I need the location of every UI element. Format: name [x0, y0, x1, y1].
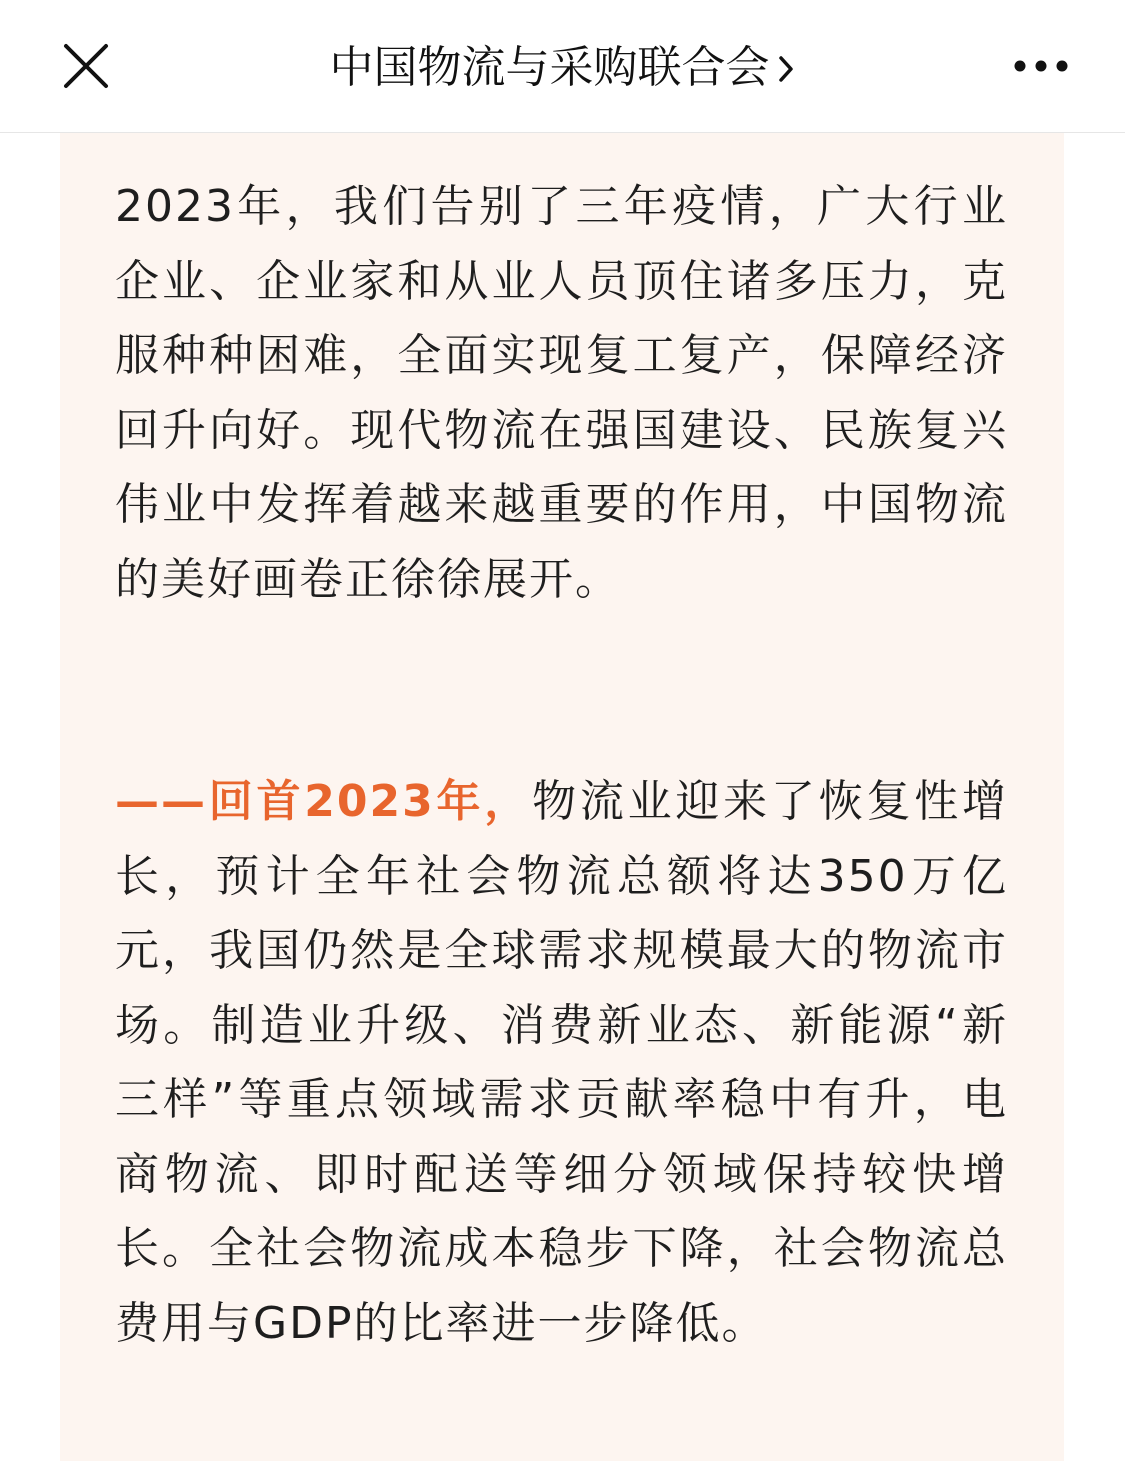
- close-icon: [58, 38, 114, 94]
- paragraph-text: 2023年，我们告别了三年疫情，广大行业企业、企业家和从业人员顶住诸多压力，克服种种困难，全面实现复工复产，保障经济回升向好。现代物流在强国建设、民族复兴伟业中发挥着越来越重要的作用，中国物流的美好画卷正徐徐展开。: [115, 181, 1008, 605]
- more-button[interactable]: [1006, 50, 1076, 82]
- paragraph-text: 物流业迎来了恢复性增长，预计全年社会物流总额将达350万亿元，我国仍然是全球需求规模最大的物流市场。制造业升级、消费新业态、新能源“新三样”等重点领域需求贡献率稳中有升，电商物流、即时配送等细分领域保持较快增长。全社会物流成本稳步下降，社会物流总费用与GDP的比率进一步降低。: [115, 776, 1008, 1349]
- paragraph-highlight: ——回首2023年，: [115, 776, 533, 827]
- article-paragraph: [115, 170, 1008, 617]
- account-name: 中国物流与采购联合会: [329, 42, 770, 93]
- more-dots-icon: [1006, 50, 1076, 82]
- chevron-right-icon: [776, 38, 796, 102]
- account-title-link[interactable]: [200, 36, 925, 100]
- article-paragraph: [115, 765, 1008, 1361]
- top-nav-bar: [0, 0, 1125, 133]
- close-button[interactable]: [58, 38, 114, 94]
- article-content: [60, 133, 1064, 1461]
